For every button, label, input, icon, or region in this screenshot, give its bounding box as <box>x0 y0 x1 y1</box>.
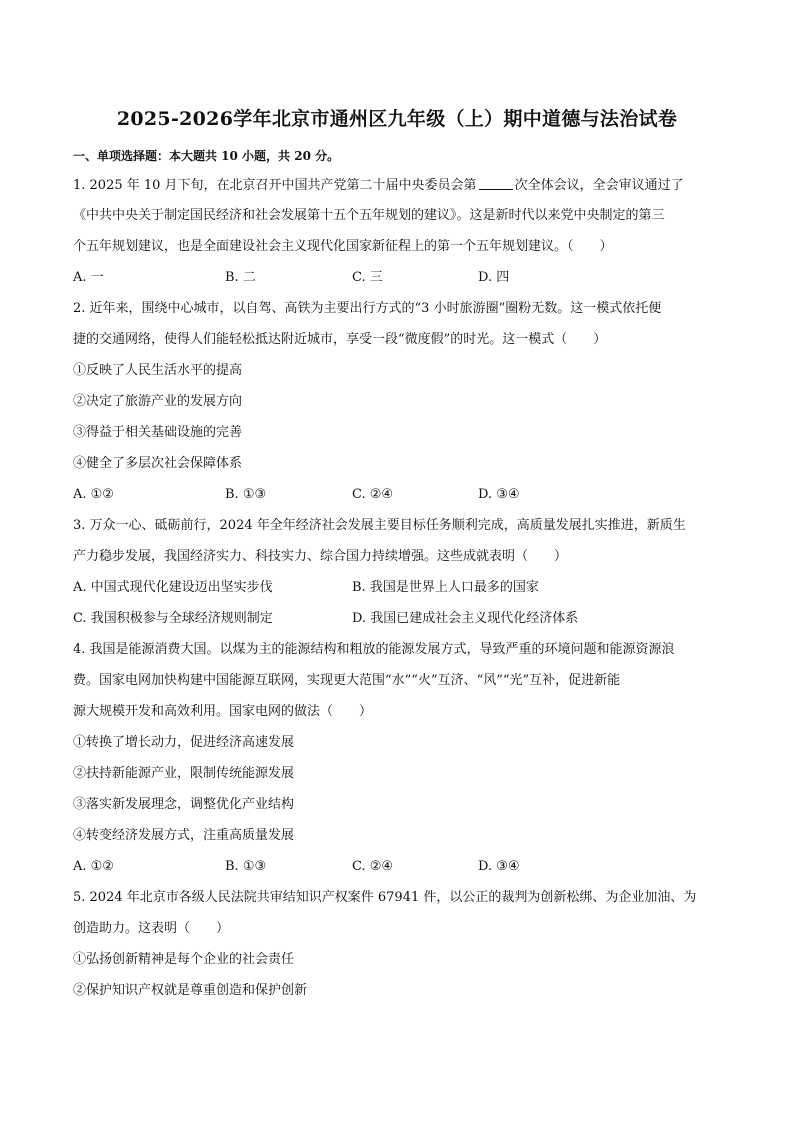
q5-line-1: 5. 2024 年北京市各级人民法院共审结知识产权案件 67941 件，以公正的裁判为创新松绑、为企业加油、为 <box>73 890 697 905</box>
q2-item-2: ②决定了旅游产业的发展方向 <box>73 394 243 409</box>
q1-option-a[interactable]: A. 一 <box>73 270 104 285</box>
q1-option-c[interactable]: C. 三 <box>352 270 383 285</box>
q1-option-b[interactable]: B. 二 <box>225 270 256 285</box>
q2-item-3: ③得益于相关基础设施的完善 <box>73 425 243 440</box>
q3-line-2: 产力稳步发展，我国经济实力、科技实力、综合国力持续增强。这些成就表明（ ） <box>73 549 568 564</box>
q2-option-d[interactable]: D. ③④ <box>478 487 520 502</box>
q4-option-b[interactable]: B. ①③ <box>225 859 267 874</box>
q1-line-2: 《中共中央关于制定国民经济和社会发展第十五个五年规划的建议》。这是新时代以来党中央制定的第三 <box>73 208 665 223</box>
q4-item-1: ①转换了增长动力，促进经济高速发展 <box>73 735 295 750</box>
q4-option-d[interactable]: D. ③④ <box>478 859 520 874</box>
q3-option-c[interactable]: C. 我国积极参与全球经济规则制定 <box>73 611 273 626</box>
q4-line-2: 费。国家电网加快构建中国能源互联网，实现更大范围“水”“火”互济、“风”“光”互补，促进新能 <box>73 673 621 688</box>
q1-line-3: 个五年规划建议，也是全面建设社会主义现代化国家新征程上的第一个五年规划建议。（ ） <box>73 239 613 254</box>
q2-option-a[interactable]: A. ①② <box>73 487 114 502</box>
section-heading: 一、单项选择题：本大题共 10 小题，共 20 分。 <box>73 149 340 163</box>
q4-item-4: ④转变经济发展方式，注重高质量发展 <box>73 828 295 843</box>
q5-item-1: ①弘扬创新精神是每个企业的社会责任 <box>73 952 295 967</box>
q2-option-c[interactable]: C. ②④ <box>352 487 394 502</box>
q2-line-2: 捷的交通网络，使得人们能轻松抵达附近城市，享受一段“微度假”的时光。这一模式（ ） <box>73 332 607 347</box>
q4-item-2: ②扶持新能源产业，限制传统能源发展 <box>73 766 295 781</box>
q1-line-1 <box>73 175 684 196</box>
q4-line-3: 源大规模开发和高效利用。国家电网的做法（ ） <box>73 704 373 719</box>
q2-option-b[interactable]: B. ①③ <box>225 487 267 502</box>
q3-option-a[interactable]: A. 中国式现代化建设迈出坚实步伐 <box>73 580 273 595</box>
q3-option-d[interactable]: D. 我国已建成社会主义现代化经济体系 <box>352 611 579 626</box>
q1-option-d[interactable]: D. 四 <box>478 270 510 285</box>
q2-line-1: 2. 近年来，围绕中心城市，以自驾、高铁为主要出行方式的“3 小时旅游圈”圈粉无数。这一模式依托便 <box>73 301 662 316</box>
q5-item-2: ②保护知识产权就是尊重创造和保护创新 <box>73 983 308 998</box>
q1-fill-blank <box>479 175 513 190</box>
q5-line-2: 创造助力。这表明（ ） <box>73 921 230 936</box>
q4-option-a[interactable]: A. ①② <box>73 859 114 874</box>
q4-item-3: ③落实新发展理念，调整优化产业结构 <box>73 797 295 812</box>
q1-text-part-a: 1. 2025 年 10 月下旬，在北京召开中国共产党第二十届中央委员会第 <box>73 178 477 193</box>
q3-line-1: 3. 万众一心、砥砺前行，2024 年全年经济社会发展主要目标任务顺利完成，高质量发展扎实推进，新质生 <box>73 518 686 533</box>
q2-item-4: ④健全了多层次社会保障体系 <box>73 456 243 471</box>
q3-option-b[interactable]: B. 我国是世界上人口最多的国家 <box>352 580 539 595</box>
q4-line-1: 4. 我国是能源消费大国。以煤为主的能源结构和粗放的能源发展方式，导致严重的环境问题和能源资源浪 <box>73 642 675 657</box>
q4-option-c[interactable]: C. ②④ <box>352 859 394 874</box>
q1-text-part-b: 次全体会议，全会审议通过了 <box>514 178 684 193</box>
q2-item-1: ①反映了人民生活水平的提高 <box>73 363 243 378</box>
page-title: 2025-2026学年北京市通州区九年级（上）期中道德与法治试卷 <box>116 108 678 130</box>
